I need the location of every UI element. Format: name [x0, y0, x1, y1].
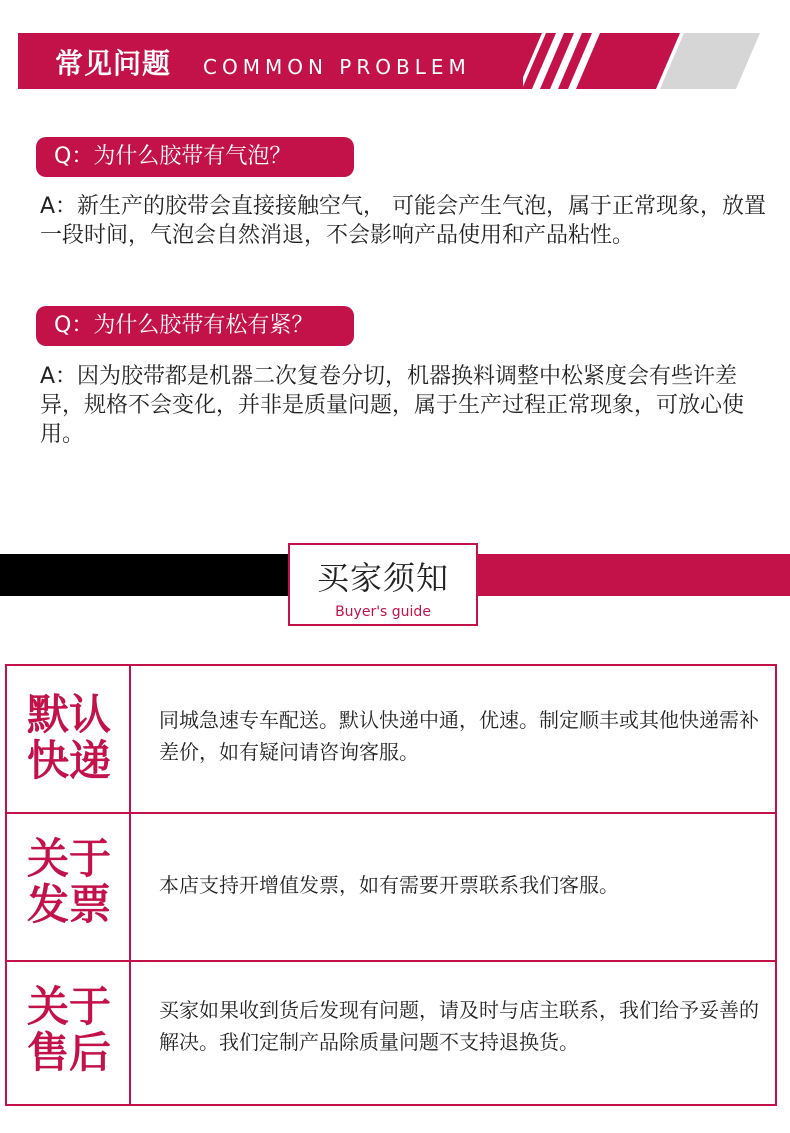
faq-title: 常见问题	[55, 47, 172, 80]
after-sales-label	[17, 984, 121, 1076]
invoice-label-line2: 发票	[26, 880, 111, 929]
shipping-label	[17, 692, 121, 784]
faq-answer-2: A：因为胶带都是机器二次复卷分切，机器换料调整中松紧度会有些许差异，规格不会变化，并非是质量问题，属于生产过程正常现象，可放心使用。	[40, 364, 745, 447]
buyer-guide-banner-left	[0, 554, 290, 596]
shipping-text: 同城急速专车配送。默认快递中通，优速。制定顺丰或其他快递需补差价，如有疑问请咨询客服。	[159, 708, 759, 764]
faq-answer-1: A：新生产的胶带会直接接触空气， 可能会产生气泡，属于正常现象，放置一段时间，气泡会自然消退，不会影响产品使用和产品粘性。	[40, 194, 767, 248]
after-sales-label-line1: 关于	[26, 982, 111, 1031]
table-row-after-sales	[7, 962, 775, 1104]
buyer-guide-subtitle: Buyer's guide	[335, 604, 431, 620]
buyer-guide-title: 买家须知	[316, 559, 449, 597]
invoice-label-line1: 关于	[26, 834, 111, 883]
invoice-label	[17, 836, 121, 928]
after-sales-text: 买家如果收到货后发现有问题，请及时与店主联系，我们给予妥善的解决。我们定制产品除质量问题不支持退换货。	[159, 998, 759, 1054]
buyer-guide-banner-right	[476, 554, 790, 596]
table-row-invoice	[7, 814, 775, 960]
shipping-label-line1: 默认	[26, 690, 111, 739]
faq-question-2: Q：为什么胶带有松有紧？	[36, 306, 354, 346]
faq-header-stripes	[500, 33, 780, 89]
buyer-info-table	[5, 664, 777, 1106]
shipping-label-line2: 快递	[26, 736, 111, 785]
invoice-text: 本店支持开增值发票，如有需要开票联系我们客服。	[159, 873, 619, 897]
after-sales-label-line2: 售后	[26, 1028, 111, 1077]
faq-question-1: Q：为什么胶带有气泡？	[36, 137, 354, 177]
table-row-shipping	[7, 666, 775, 812]
buyer-guide-title-box	[288, 543, 478, 626]
faq-subtitle: COMMON PROBLEM	[203, 55, 471, 79]
